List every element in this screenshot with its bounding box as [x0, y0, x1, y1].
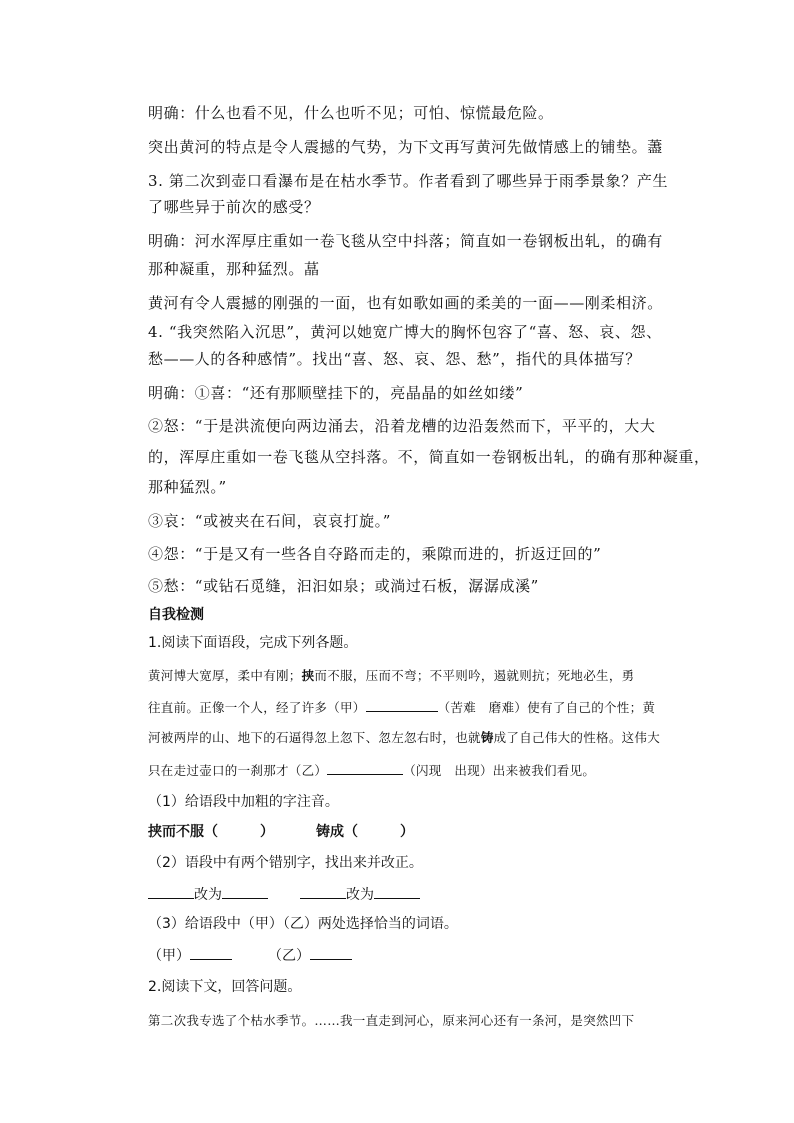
- q4-answer-nu-line-3: 那种猛烈。”: [148, 478, 227, 496]
- q4-question-line-2: 愁——人的各种感情”。找出“喜、怒、哀、怨、愁”，指代的具体描写？: [148, 350, 641, 368]
- label-jia: （甲）: [148, 948, 190, 964]
- self-check-heading: 自我检测: [148, 607, 204, 623]
- passage-1-line-2-b: （苦难 磨难）使有了自己的个性；黄: [437, 700, 656, 715]
- exercise-2-prompt: 2.阅读下文，回答问题。: [148, 979, 302, 995]
- passage-1-line-1-lead: 黄河博大宽厚，柔中有刚；: [148, 668, 302, 683]
- correct-char-blank-2[interactable]: [374, 884, 420, 899]
- answer-blank-yi[interactable]: [310, 945, 352, 960]
- q3-answer-line-1: 明确：河水浑厚庄重如一卷飞毯从空中抖落；简直如一卷钢板出轧，的确有: [148, 232, 663, 250]
- passage-1-line-1-tail: 而不服，压而不弯；不平则吟，遏就则抗；死地必生，勇: [314, 668, 635, 683]
- label-yi: （乙）: [268, 948, 310, 964]
- exercise-1-prompt: 1.阅读下面语段，完成下列各题。: [148, 635, 358, 651]
- bold-char-zhu: 铸: [480, 730, 494, 745]
- q2-summary: 突出黄河的特点是令人震撼的气势，为下文再写黄河先做情感上的铺垫。藎: [148, 138, 663, 156]
- passage-1-line-3-b: 成了自己伟大的性格。这伟大: [493, 730, 661, 745]
- q4-answer-ai: ③哀：“或被夹在石间，哀哀打旋。”: [148, 512, 392, 530]
- change-label-1: 改为: [194, 887, 222, 903]
- passage-1-line-2-a: 往直前。正像一个人，经了许多（甲）: [148, 700, 366, 715]
- pinyin-zhu[interactable]: 铸成（ ）: [316, 824, 414, 840]
- pinyin-answer-row: [148, 822, 414, 842]
- passage-1-line-4: [148, 760, 595, 781]
- passage-1-line-4-a: 只在走过壶口的一刹那才（乙）: [148, 763, 328, 778]
- q4-answer-xi: 明确：①喜：“还有那顺壁挂下的，亮晶晶的如丝如缕”: [148, 384, 524, 402]
- q4-answer-nu-line-2: 的，浑厚庄重如一卷飞毯从空抖落。不，简直如一卷钢板出轧，的确有那种凝重，: [148, 448, 710, 466]
- change-label-2: 改为: [346, 887, 374, 903]
- q4-answer-nu-line-1: ②怒：“于是洪流便向两边涌去，沿着龙槽的边沿轰然而下，平平的，大大: [148, 417, 656, 435]
- q2-answer-line: 明确：什么也看不见，什么也听不见；可怕、惊慌最危险。: [148, 104, 554, 122]
- q4-answer-yuan: ④怨：“于是又有一些各自夺路而走的，乘隙而进的，折返迂回的”: [148, 545, 602, 563]
- pinyin-xie[interactable]: 挟而不服（ ）: [148, 824, 274, 840]
- bold-char-xie: 挟: [301, 668, 315, 683]
- q3-question-line-2: 了哪些异于前次的感受？: [148, 198, 320, 216]
- passage-1-line-1: [148, 666, 634, 686]
- passage-1-line-4-b: （闪现 出现）出来被我们看见。: [403, 763, 596, 778]
- q4-answer-chou: ⑤愁：“或钻石觅缝，汩汩如泉；或淌过石板，潺潺成溪”: [148, 577, 539, 595]
- q3-summary: 黄河有令人震撼的刚强的一面，也有如歌如画的柔美的一面——刚柔相济。: [148, 294, 663, 312]
- q4-question-line-1: 4. “我突然陷入沉思”，黄河以她宽广博大的胸怀包容了“喜、怒、哀、怨、: [148, 323, 662, 341]
- sub-question-3: （3）给语段中（甲）（乙）两处选择恰当的词语。: [148, 916, 458, 932]
- answer-blank-jia[interactable]: [190, 945, 232, 960]
- passage-1-line-3: [148, 728, 660, 748]
- wrong-char-blank-1[interactable]: [148, 884, 194, 899]
- choice-row: [148, 945, 352, 966]
- correct-char-blank-1[interactable]: [222, 884, 268, 899]
- blank-jia-inline[interactable]: [366, 697, 438, 712]
- passage-1-line-3-a: 河被两岸的山、地下的石逼得忽上忽下、忽左忽右时，也就: [148, 730, 481, 745]
- sub-question-2: （2）语段中有两个错别字，找出来并改正。: [148, 855, 423, 871]
- sub-question-1: （1）给语段中加粗的字注音。: [148, 794, 339, 810]
- blank-yi-inline[interactable]: [327, 760, 403, 775]
- passage-2-line-1: 第二次我专选了个枯水季节。……我一直走到河心，原来河心还有一条河，是突然凹下: [148, 1013, 635, 1028]
- q3-question-line-1: 3. 第二次到壶口看瀑布是在枯水季节。作者看到了哪些异于雨季景象？产生: [148, 172, 669, 190]
- correction-row: [148, 884, 420, 905]
- wrong-char-blank-2[interactable]: [300, 884, 346, 899]
- passage-1-line-2: [148, 697, 655, 718]
- q3-answer-line-2: 那种凝重，那种猛烈。蕌: [148, 260, 320, 278]
